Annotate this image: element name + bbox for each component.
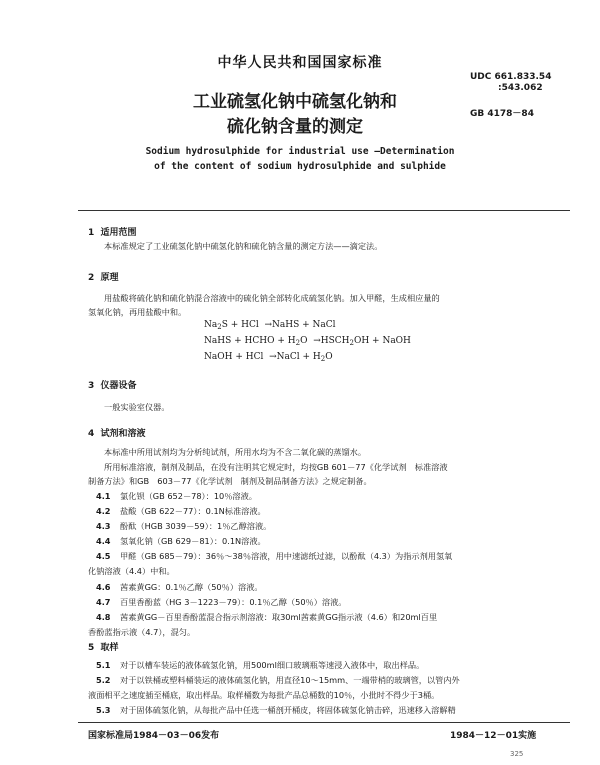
reagent-4-8-cont: 香酚蓝指示液（4.7），混匀。: [88, 627, 196, 637]
reagent-4-1: 4.1 氯化钡（GB 652－78）：10％溶液。: [96, 491, 257, 501]
udc-line-2: :543.062: [498, 83, 543, 93]
reagent-4-4: 4.4 氢氧化钠（GB 629－81）：0.1N溶液。: [96, 536, 266, 546]
sampling-5-3: 5.3 对于固体硫氢化钠，从每批产品中任选一桶剖开桶皮，将固体硫氢化钠击碎，迅速移入溶解精: [96, 705, 456, 715]
section-5-title: 取样: [100, 643, 119, 653]
section-2-title: 原理: [100, 273, 119, 283]
section-1-body: 本标准规定了工业硫氢化钠中硫氢化钠和硫化钠含量的测定方法——滴定法。: [104, 241, 383, 251]
section-3-title: 仪器设备: [100, 381, 137, 391]
issue-date: 国家标准局1984－03－06发布: [88, 731, 220, 741]
page-number: 325: [510, 750, 524, 758]
section-5-heading: [88, 640, 119, 653]
section-4-number: 4: [88, 429, 95, 439]
sampling-5-2-cont: 液面相平之速度插至桶底，取出样品。取样桶数为每批产品总桶数的10％，小批时不得少于3桶。: [88, 690, 440, 700]
reagent-4-3: 4.3 酚酞（HGB 3039－59）：1％乙醇溶液。: [96, 521, 272, 531]
section-1-title: 适用范围: [100, 228, 137, 238]
equation-3: NaOH + HCl →NaCl + $H_2O$: [204, 352, 333, 363]
section-2-body-line-2: 氢氧化钠，再用盐酸中和。: [88, 307, 187, 317]
section-2-body-line-1: 用盐酸将硫化钠和硫化钠混合溶液中的硫化钠全部转化成硫氢化钠。加入甲醛，生成相应量的: [104, 293, 440, 303]
equation-2: NaHS + HCHO + $H_2O$ $\to HSCH_2OH$ + NaOH: [204, 336, 411, 347]
udc-line-1: UDC 661.833.54: [470, 72, 552, 82]
reagent-4-6: 4.6 茜素黄GG：0.1％乙醇（50％）溶液。: [96, 582, 263, 592]
gb-code: GB 4178－84: [470, 109, 534, 119]
document-title: [140, 90, 450, 140]
reagent-4-7: 4.7 百里香酚蓝（HG 3－1223－79）：0.1％乙醇（50％）溶液。: [96, 597, 347, 607]
reagent-4-8: 4.8 茜素黄GG－百里香酚蓝混合指示剂溶液：取30ml茜素黄GG指示液（4.6）和20ml百里: [96, 612, 438, 622]
section-4-para-2-line-2: 制备方法》和GB 603－77《化学试剂 制剂及制品制备方法》之规定制备。: [88, 476, 372, 486]
udc-code: [470, 72, 551, 94]
title-divider: [78, 210, 570, 211]
reagent-4-2: 4.2 盐酸（GB 622－77）：0.1N标准溶液。: [96, 506, 266, 516]
reagent-4-5: 4.5 甲醛（GB 685－79）：36％～38％溶液，用中速滤纸过滤，以酚酞（4.3）为指示剂用氢氧: [96, 551, 453, 561]
section-3-body: 一般实验室仪器。: [104, 402, 170, 412]
english-title: [60, 144, 540, 174]
section-3-number: 3: [88, 381, 95, 391]
sampling-5-1: 5.1 对于以槽车装运的液体硫氢化钠，用500ml细口玻璃瓶等速浸入液体中，取出样品。: [96, 660, 425, 670]
english-title-line-2: of the content of sodium hydrosulphide and sulphide: [154, 161, 446, 172]
section-5-number: 5: [88, 643, 95, 653]
title-line-1: 工业硫氢化钠中硫氢化钠和: [193, 92, 397, 112]
implementation-date: 1984－12－01实施: [450, 731, 537, 741]
section-4-para-1: 本标准中所用试剂均为分析纯试剂，所用水均为不含二氧化碳的蒸馏水。: [104, 447, 367, 457]
section-2-number: 2: [88, 273, 95, 283]
title-line-2: 硫化钠含量的测定: [227, 117, 363, 137]
section-4-title: 试剂和溶液: [100, 429, 146, 439]
section-4-heading: [88, 426, 146, 439]
reagent-4-5-cont: 化钠溶液（4.4）中和。: [88, 566, 175, 576]
section-1-number: 1: [88, 228, 95, 238]
section-2-heading: [88, 270, 119, 283]
section-4-para-2-line-1: 所用标准溶液，制剂及制品，在没有注明其它规定时，均按GB 601－77《化学试剂 标准溶液: [104, 462, 448, 472]
english-title-line-1: Sodium hydrosulphide for industrial use —Determination: [145, 146, 455, 157]
sampling-5-2: 5.2 对于以铁桶或塑料桶装运的液体硫氢化钠，用直径10～15mm、一端带梢的玻璃管，以管内外: [96, 675, 460, 685]
standard-header: 中华人民共和国国家标准: [217, 55, 383, 71]
section-1-heading: [88, 225, 137, 238]
section-3-heading: [88, 378, 137, 391]
equation-1: $Na_2S$ + HCl →NaHS + NaCl: [204, 320, 336, 331]
footer-divider: [78, 722, 570, 723]
